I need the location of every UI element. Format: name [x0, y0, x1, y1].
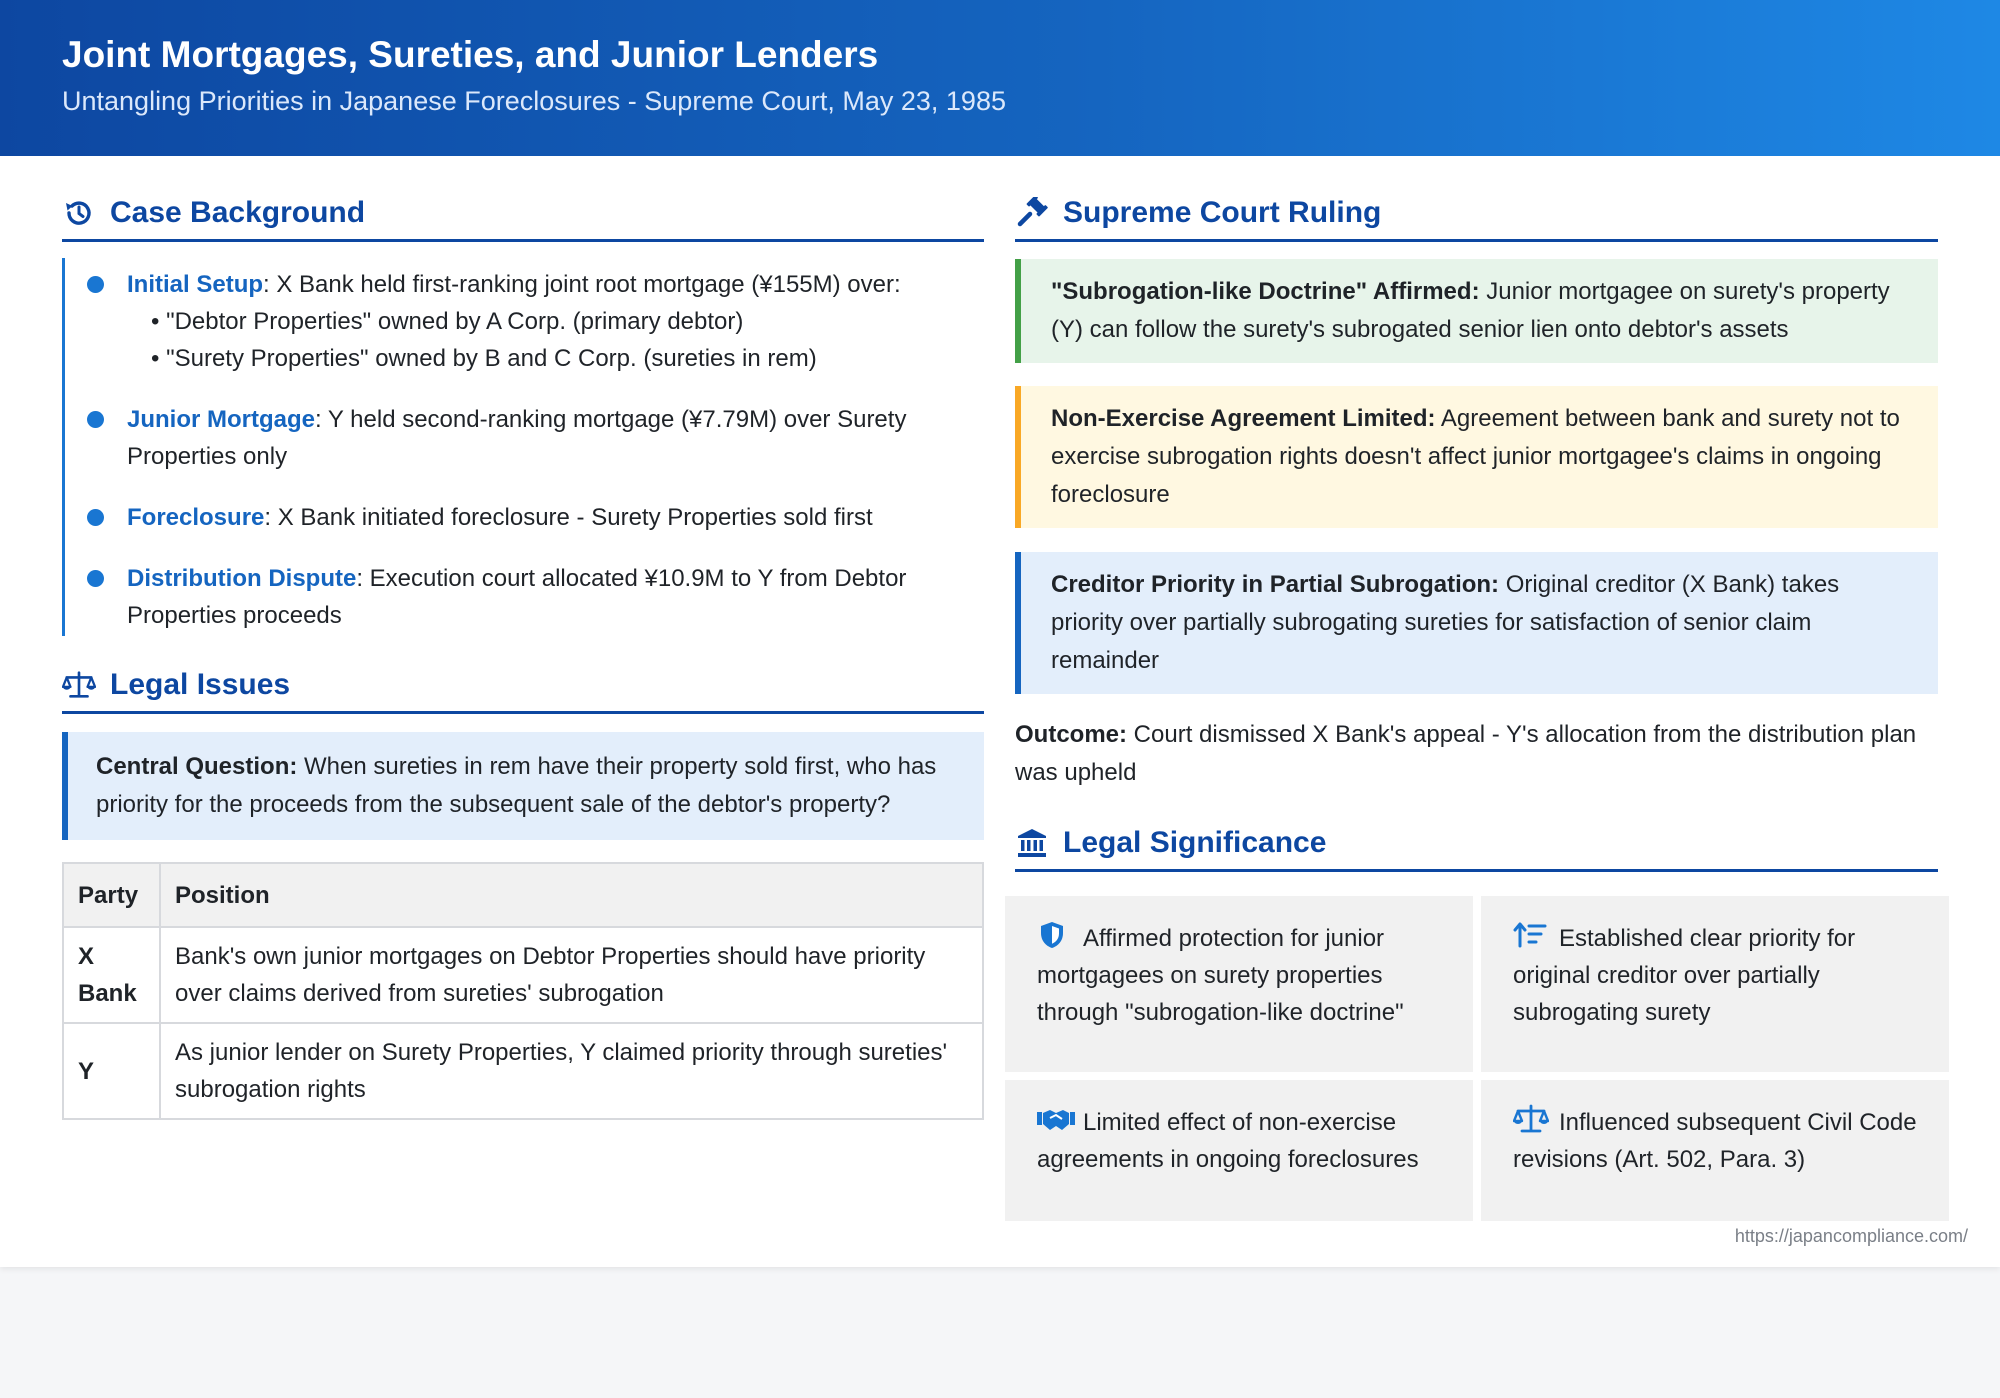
case-background-heading — [62, 186, 984, 242]
item-text: : X Bank initiated foreclosure - Surety Properties sold first — [264, 504, 873, 531]
item-text: : Execution court allocated ¥10.9M to Y from Debtor Properties proceeds — [127, 565, 907, 629]
significance-text: Limited effect of non-exercise agreements in ongoing foreclosures — [1037, 1109, 1419, 1173]
sort-priority-icon — [1513, 920, 1547, 950]
list-item — [65, 560, 984, 634]
ruling-text: Junior mortgagee on surety's property (Y) can follow the surety's subrogated senior lien onto debtor's assets — [1051, 278, 1890, 343]
table-row — [63, 927, 983, 1023]
ruling-heading — [1015, 186, 1938, 242]
central-question-label: Central Question: — [96, 753, 298, 780]
item-label: Foreclosure — [127, 504, 265, 531]
item-label: Initial Setup — [127, 271, 264, 298]
item-label: Junior Mortgage — [127, 406, 316, 433]
ruling-box — [1015, 259, 1938, 363]
bullet-dot — [87, 570, 104, 587]
header-banner — [0, 0, 2000, 156]
column-header-position: Position — [160, 863, 983, 927]
shield-icon — [1037, 920, 1071, 950]
ruling-text: Original creditor (X Bank) takes priority over partially subrogating sureties for satisfaction of senior claim remainder — [1051, 571, 1840, 674]
case-background-title: Case Background — [110, 195, 366, 229]
table-header-row — [63, 863, 983, 927]
history-icon — [62, 196, 96, 230]
list-item — [65, 499, 984, 536]
significance-text: Established clear priority for original creditor over partially subrogating surety — [1513, 925, 1856, 1026]
column-header-party: Party — [63, 863, 160, 927]
item-label: Distribution Dispute — [127, 565, 357, 592]
list-item — [65, 266, 984, 377]
ruling-title: Supreme Court Ruling — [1063, 195, 1382, 229]
position-cell: Bank's own junior mortgages on Debtor Properties should have priority over claims derived from sureties' subrogation — [160, 927, 983, 1023]
ruling-label: Non-Exercise Agreement Limited: — [1051, 405, 1436, 432]
legal-issues-title: Legal Issues — [110, 667, 291, 701]
item-text: : X Bank held first-ranking joint root mortgage (¥155M) over: — [263, 271, 901, 298]
party-positions-table — [62, 862, 984, 1120]
significance-card — [1005, 896, 1473, 1072]
outcome-body: Court dismissed X Bank's appeal - Y's allocation from the distribution plan was upheld — [1015, 721, 1917, 786]
significance-card — [1481, 896, 1949, 1072]
item-text: : Y held second-ranking mortgage (¥7.79M) over Surety Properties only — [127, 406, 907, 470]
outcome-text — [1015, 716, 1938, 792]
scales-icon — [62, 668, 96, 702]
significance-heading — [1015, 816, 1938, 872]
bullet-dot — [87, 276, 104, 293]
list-item — [65, 401, 984, 475]
significance-text: Affirmed protection for junior mortgagees on surety properties through "subrogation-like doctrine" — [1037, 925, 1404, 1026]
significance-text: Influenced subsequent Civil Code revisions (Art. 502, Para. 3) — [1513, 1109, 1917, 1173]
case-background-list — [62, 258, 984, 636]
significance-grid — [1005, 896, 1949, 1221]
ruling-text: Agreement between bank and surety not to exercise subrogation rights doesn't affect junior mortgagee's claims in ongoing foreclosure — [1051, 405, 1900, 508]
party-cell: X Bank — [63, 927, 160, 1023]
sub-item: • "Surety Properties" owned by B and C Corp. (sureties in rem) — [151, 345, 817, 372]
handshake-icon — [1037, 1104, 1071, 1134]
ruling-label: Creditor Priority in Partial Subrogation: — [1051, 571, 1500, 598]
ruling-box — [1015, 552, 1938, 694]
central-question-callout — [62, 732, 984, 840]
central-question-text: When sureties in rem have their property sold first, who has priority for the proceeds from the subsequent sale of the debtor's property? — [96, 753, 937, 818]
scales-icon — [1513, 1104, 1547, 1134]
ruling-box — [1015, 386, 1938, 528]
position-cell: As junior lender on Surety Properties, Y claimed priority through sureties' subrogation rights — [160, 1023, 983, 1119]
outcome-label: Outcome: — [1015, 721, 1128, 748]
right-column — [1015, 186, 1938, 872]
page-title: Joint Mortgages, Sureties, and Junior Lenders — [62, 34, 879, 75]
gavel-icon — [1015, 196, 1049, 230]
page-subtitle: Untangling Priorities in Japanese Foreclosures - Supreme Court, May 23, 1985 — [62, 86, 1006, 116]
significance-card — [1481, 1080, 1949, 1221]
left-column — [62, 186, 984, 1120]
significance-card — [1005, 1080, 1473, 1221]
bank-building-icon — [1015, 826, 1049, 860]
party-cell: Y — [63, 1023, 160, 1119]
bullet-dot — [87, 509, 104, 526]
table-row — [63, 1023, 983, 1119]
bullet-dot — [87, 411, 104, 428]
significance-title: Legal Significance — [1063, 825, 1327, 859]
legal-issues-heading — [62, 658, 984, 714]
sub-item: • "Debtor Properties" owned by A Corp. (primary debtor) — [151, 308, 744, 335]
source-url[interactable]: https://japancompliance.com/ — [1734, 1226, 1968, 1246]
ruling-label: "Subrogation-like Doctrine" Affirmed: — [1051, 278, 1480, 305]
